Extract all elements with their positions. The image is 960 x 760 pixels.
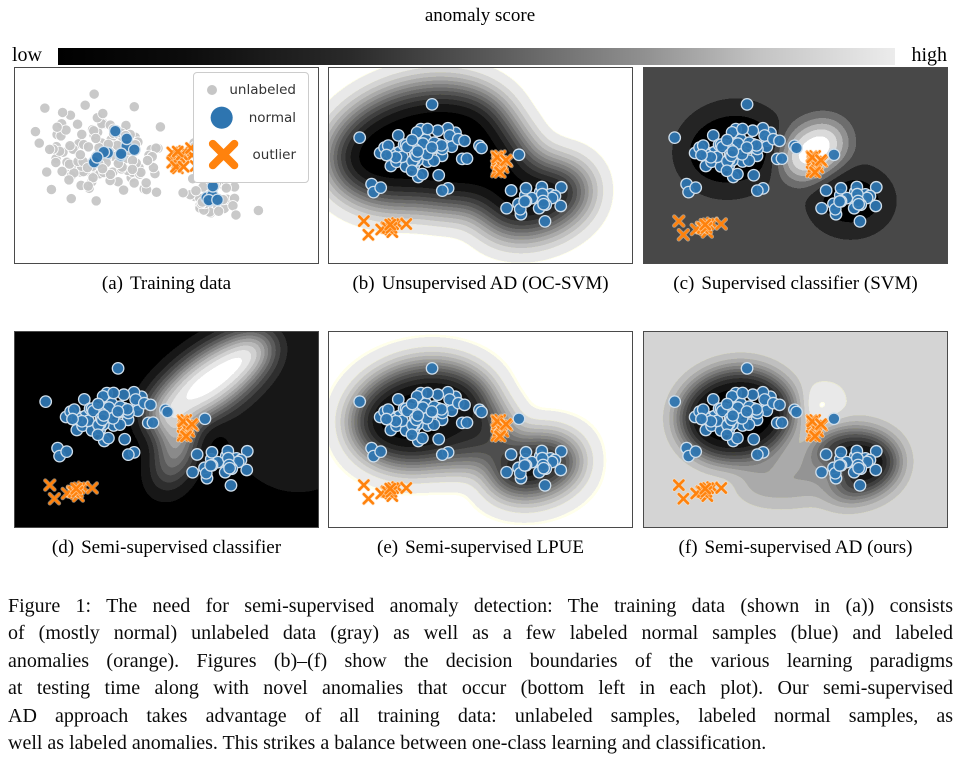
panel-a-plot xyxy=(14,67,319,264)
panel-f-caption xyxy=(643,537,948,559)
panel-c-canvas xyxy=(644,68,947,263)
panel-c xyxy=(643,67,948,295)
panel-f-caption-label: (f) xyxy=(678,537,698,558)
panel-d-plot xyxy=(14,331,319,528)
panel-f-caption-text: Semi-supervised AD (ours) xyxy=(704,537,913,558)
figure-caption-line: AD approach takes advantage of all training data: unlabeled samples, labeled normal samples, as xyxy=(8,704,953,727)
figure-caption-line: well as labeled anomalies. This strikes a balance between one-class learning and classification. xyxy=(8,732,767,755)
panel-a-caption-text: Training data xyxy=(129,273,232,294)
panel-b xyxy=(328,67,633,295)
panel-a-caption-label: (a) xyxy=(101,273,123,294)
panel-f-plot xyxy=(643,331,948,528)
legend-label: unlabeled xyxy=(229,82,296,98)
panel-b-caption-label: (b) xyxy=(352,273,375,294)
panel-c-caption xyxy=(643,273,948,295)
panel-d-caption-text: Semi-supervised classifier xyxy=(81,537,282,558)
panel-a-caption xyxy=(14,273,319,295)
panel-b-caption xyxy=(328,273,633,295)
panel-a xyxy=(14,67,319,295)
colorbar-high-label: high xyxy=(911,44,947,66)
colorbar-gradient xyxy=(58,48,895,65)
panel-e xyxy=(328,331,633,559)
figure-caption xyxy=(8,593,953,757)
panel-f-canvas xyxy=(644,332,947,527)
panel-d-caption xyxy=(14,537,319,559)
normal-marker-icon xyxy=(204,100,239,135)
figure-caption-line: Figure 1: The need for semi-supervised anomaly detection: The training data (shown in (a)) consists xyxy=(8,595,953,617)
panel-d xyxy=(14,331,319,559)
panel-f xyxy=(643,331,948,559)
panel-c-caption-text: Supervised classifier (SVM) xyxy=(701,273,918,294)
panel-e-caption xyxy=(328,537,633,559)
figure-caption-line: anomalies (orange). Figures (b)–(f) show the decision boundaries of the various learning paradigms xyxy=(8,649,953,672)
panel-e-caption-text: Semi-supervised LPUE xyxy=(405,537,584,558)
legend-item-outlier xyxy=(204,135,296,174)
panel-c-caption-label: (c) xyxy=(673,273,695,294)
panel-b-caption-text: Unsupervised AD (OC-SVM) xyxy=(381,273,609,294)
panel-d-canvas xyxy=(15,332,318,527)
legend-item-normal xyxy=(204,100,296,135)
figure-caption-line: of (mostly normal) unlabeled data (gray) as well as a few labeled normal samples (blue) and labeled xyxy=(8,622,953,645)
panel-b-canvas xyxy=(329,68,632,263)
colorbar-title: anomaly score xyxy=(424,5,536,26)
colorbar-low-label: low xyxy=(12,44,42,66)
legend-label: normal xyxy=(248,109,296,126)
outlier-marker-icon xyxy=(204,135,243,174)
panel-b-plot xyxy=(328,67,633,264)
panel-e-plot xyxy=(328,331,633,528)
unlabeled-marker-icon xyxy=(204,82,220,98)
figure-caption-line: at testing time along with novel anomalies that occur (bottom left in each plot). Our semi-supervised xyxy=(8,677,953,700)
panel-d-caption-label: (d) xyxy=(51,537,75,558)
panel-e-caption-label: (e) xyxy=(377,537,399,558)
legend-item-unlabeled xyxy=(204,80,296,100)
panel-e-canvas xyxy=(329,332,632,527)
legend-label: outlier xyxy=(252,146,296,163)
panel-c-plot xyxy=(643,67,948,264)
plot-legend xyxy=(193,72,309,183)
